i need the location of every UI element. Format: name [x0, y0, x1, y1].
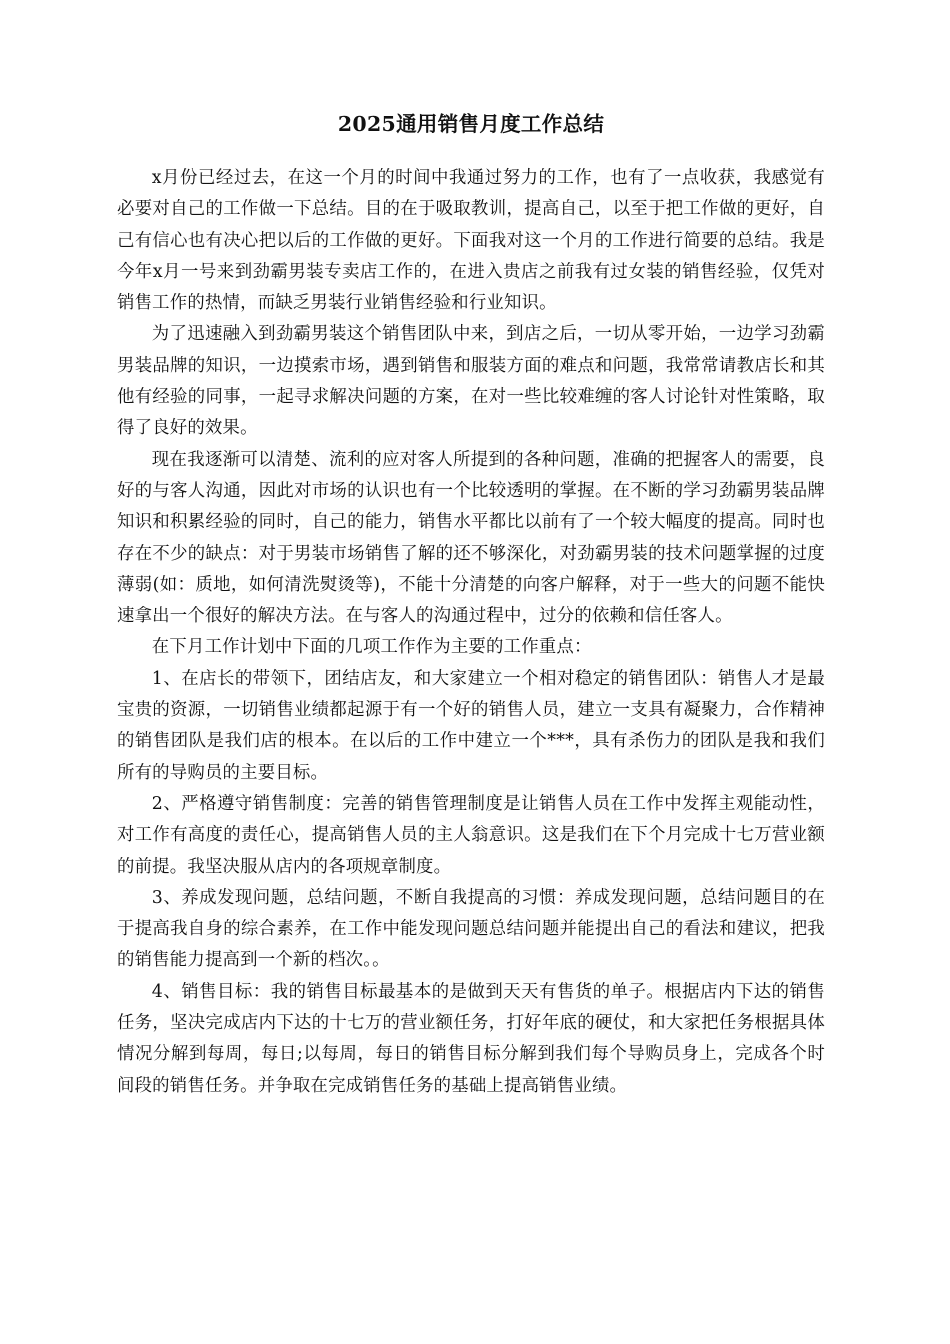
document-title: 2025通用销售月度工作总结	[337, 112, 605, 136]
paragraph-plan-item-3: 3、养成发现问题，总结问题，不断自我提高的习惯：养成发现问题，总结问题目的在于提高我自身的综合素养，在工作中能发现问题总结问题并能提出自己的看法和建议，把我的销售能力提高到一个新的档次。。	[117, 887, 825, 971]
paragraph-plan-intro: 在下月工作计划中下面的几项工作作为主要的工作重点：	[151, 637, 592, 658]
document-body	[117, 163, 825, 1102]
paragraph-plan-item-2: 2、严格遵守销售制度：完善的销售管理制度是让销售人员在工作中发挥主观能动性，对工作有高度的责任心，提高销售人员的主人翁意识。这是我们在下个月完成十七万营业额的前提。我坚决服从店内的各项规章制度。	[117, 793, 825, 877]
paragraph-intro: x月份已经过去，在这一个月的时间中我通过努力的工作，也有了一点收获，我感觉有必要对自己的工作做一下总结。目的在于吸取教训，提高自己，以至于把工作做的更好，自己有信心也有决心把以后的工作做的更好。下面我对这一个月的工作进行简要的总结。我是今年x月一号来到劲霸男装专卖店工作的，在进入贵店之前我有过女装的销售经验，仅凭对销售工作的热情，而缺乏男装行业销售经验和行业知识。	[117, 168, 825, 314]
paragraph-progress-shortcomings: 现在我逐渐可以清楚、流利的应对客人所提到的各种问题，准确的把握客人的需要，良好的与客人沟通，因此对市场的认识也有一个比较透明的掌握。在不断的学习劲霸男装品牌知识和积累经验的同时，自己的能力，销售水平都比以前有了一个较大幅度的提高。同时也存在不少的缺点：对于男装市场销售了解的还不够深化，对劲霸男装的技术问题掌握的过度薄弱(如：质地，如何清洗熨烫等)，不能十分清楚的向客户解释，对于一些大的问题不能快速拿出一个很好的解决方法。在与客人的沟通过程中，过分的依赖和信任客人。	[117, 449, 825, 627]
paragraph-plan-item-4: 4、销售目标：我的销售目标最基本的是做到天天有售货的单子。根据店内下达的销售任务，坚决完成店内下达的十七万的营业额任务，打好年底的硬仗，和大家把任务根据具体情况分解到每周，每日;以每周，每日的销售目标分解到我们每个导购员身上，完成各个时间段的销售任务。并争取在完成销售任务的基础上提高销售业绩。	[117, 981, 825, 1096]
paragraph-team-integration: 为了迅速融入到劲霸男装这个销售团队中来，到店之后，一切从零开始，一边学习劲霸男装品牌的知识，一边摸索市场，遇到销售和服装方面的难点和问题，我常常请教店长和其他有经验的同事，一起寻求解决问题的方案，在对一些比较难缠的客人讨论针对性策略，取得了良好的效果。	[117, 324, 825, 439]
paragraph-plan-item-1: 1、在店长的带领下，团结店友，和大家建立一个相对稳定的销售团队：销售人才是最宝贵的资源，一切销售业绩都起源于有一个好的销售人员，建立一支具有凝聚力，合作精神的销售团队是我们店的根本。在以后的工作中建立一个***，具有杀伤力的团队是我和我们所有的导购员的主要目标。	[117, 668, 825, 783]
